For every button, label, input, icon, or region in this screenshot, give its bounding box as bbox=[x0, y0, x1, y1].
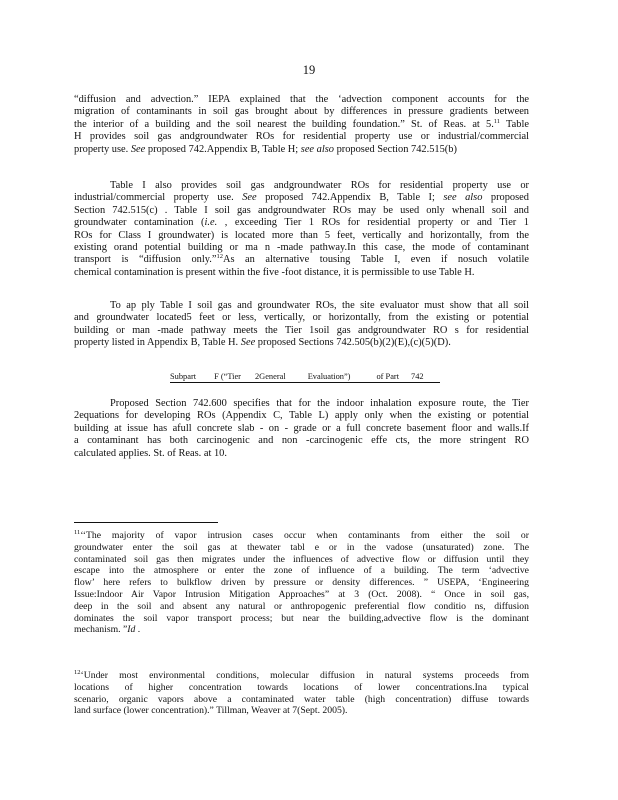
text-line: contaminated soil gas then migrates under the influences of advective flow or diffusion until they bbox=[74, 553, 529, 565]
text-line: deep in the soil and absent any natural or anthropogenic preferential flow conditio ns, diffusion bbox=[74, 600, 529, 612]
text-line: building or man -made pathway meets the Tier 1soil gas andgroundwater RO s for residential bbox=[74, 324, 529, 336]
footnote-number: 11 bbox=[74, 529, 81, 536]
text-line: locations of higher concentration towards locations of lower concentrations.Ina typical bbox=[74, 681, 529, 693]
heading-word: 2General bbox=[254, 372, 286, 381]
text-line: Table I also provides soil gas andgroundwater ROs for residential property use or bbox=[110, 180, 529, 191]
text-line: flow’ here refers to bulkflow driven by pressure or density differences. ” USEPA, ‘Engineering bbox=[74, 577, 529, 589]
page-number: 19 bbox=[302, 63, 316, 77]
heading-word: of Part bbox=[376, 372, 400, 381]
heading-word: F (“Tier bbox=[214, 372, 241, 381]
paragraph-4 bbox=[74, 398, 529, 460]
text-line: $^{12}$‘Under most environmental conditions, molecular diffusion in natural systems proceeds from bbox=[74, 669, 529, 681]
footnote-ref-11: 11 bbox=[493, 117, 501, 125]
text-line: H provides soil gas andgroundwater ROs for residential property use or industrial/commercial bbox=[74, 131, 529, 143]
footnote-number: 12 bbox=[74, 669, 81, 676]
text-line: transport is “diffusion only.”$^{12}$As an alternative tousing Table I, even if nosuch volatile bbox=[74, 253, 529, 266]
text-line: calculated applies. St. of Reas. at 10. bbox=[74, 447, 227, 459]
footnote-11 bbox=[74, 530, 529, 636]
text-line: dominates the soil vapor transport process; but near the building,advective flow is the dominant bbox=[74, 612, 529, 624]
subpart-heading bbox=[170, 372, 440, 383]
text-line: To ap ply Table I soil gas and groundwater ROs, the site evaluator must show that all soil bbox=[110, 300, 529, 311]
paragraph-1 bbox=[74, 94, 529, 156]
footnote-separator bbox=[74, 522, 218, 523]
text-line: Section 742.515(c) . Table I soil gas andgroundwater ROs may be used only whenall soil and bbox=[74, 204, 529, 216]
text-line: $^{11}$‘‘The majority of vapor intrusion cases occur when contaminants from either the soil or bbox=[74, 529, 529, 541]
text-line: property use. See proposed 742.Appendix B, Table H; see also proposed Section 742.515(b) bbox=[74, 143, 457, 155]
text-line: groundwater enter the soil gas at thewater tabl e or in the vadose (unsaturated) zone. The bbox=[74, 541, 529, 553]
text-line: migration of contaminants in soil gas brought about by differences in pressure gradients between bbox=[74, 106, 529, 118]
text-line: ROs for Class I groundwater) is located more than 5 feet, vertically and horizontally, from the bbox=[74, 229, 529, 241]
text-line: property listed in Appendix B, Table H. See proposed Sections 742.505(b)(2)(E),(c)(5)(D). bbox=[74, 337, 451, 349]
text-line: escape into the atmosphere or enter the zone of influence of a building. The term ‘advective bbox=[74, 565, 529, 577]
footnote-ref-12: 12 bbox=[216, 253, 223, 261]
heading-word: Evaluation”) bbox=[307, 372, 351, 381]
text-line: building at issue has afull concrete slab - on - grade or a full concrete basement floor and walls.If bbox=[74, 422, 529, 434]
text-line: Proposed Section 742.600 specifies that for the indoor inhalation exposure route, the Tier bbox=[110, 398, 529, 409]
text-line: industrial/commercial property use. See proposed 742.Appendix B, Table I; see also proposed bbox=[74, 192, 529, 204]
text-line: the interior of a building and the soil nearest the building foundation.” St. of Reas. at 5.11 Table bbox=[74, 117, 529, 130]
text-line: existing orand potential building or ma n -made pathway.In this case, the mode of contaminant bbox=[74, 242, 529, 254]
text-line: land surface (lower concentration).” Tillman, Weaver at 7(Sept. 2005). bbox=[74, 705, 348, 717]
heading-word: 742 bbox=[411, 372, 424, 381]
footnote-12 bbox=[74, 670, 529, 717]
text-line: chemical contamination is present within the five -foot distance, it is permissible to use Table H. bbox=[74, 266, 475, 278]
text-line: scenario, organic vapors above a contaminated water table (high concentration) diffuse towards bbox=[74, 693, 529, 705]
text-line: mechanism. ”Id . bbox=[74, 624, 141, 636]
paragraph-3 bbox=[74, 300, 529, 350]
heading-word: Subpart bbox=[170, 372, 197, 381]
text-line: Issue:Indoor Air Vapor Intrusion Mitigation Approaches” at 3 (Oct. 2008). “ Once in soil gas, bbox=[74, 588, 529, 600]
text-line: and groundwater located5 feet or less, vertically, or horizontally, from the existing or potential bbox=[74, 312, 529, 324]
text-line: 2equations for developing ROs (Appendix C, Table L) apply only when the existing or potential bbox=[74, 410, 529, 422]
text-line: groundwater contamination (i.e. , exceeding Tier 1 ROs for residential property or and Tier 1 bbox=[74, 217, 530, 229]
paragraph-2 bbox=[74, 180, 529, 279]
text-line: a contaminant has both carcinogenic and non -carcinogenic effe cts, the more stringent RO bbox=[74, 435, 529, 447]
text-line: “diffusion and advection.” IEPA explained that the ‘advection component accounts for the bbox=[74, 94, 529, 105]
